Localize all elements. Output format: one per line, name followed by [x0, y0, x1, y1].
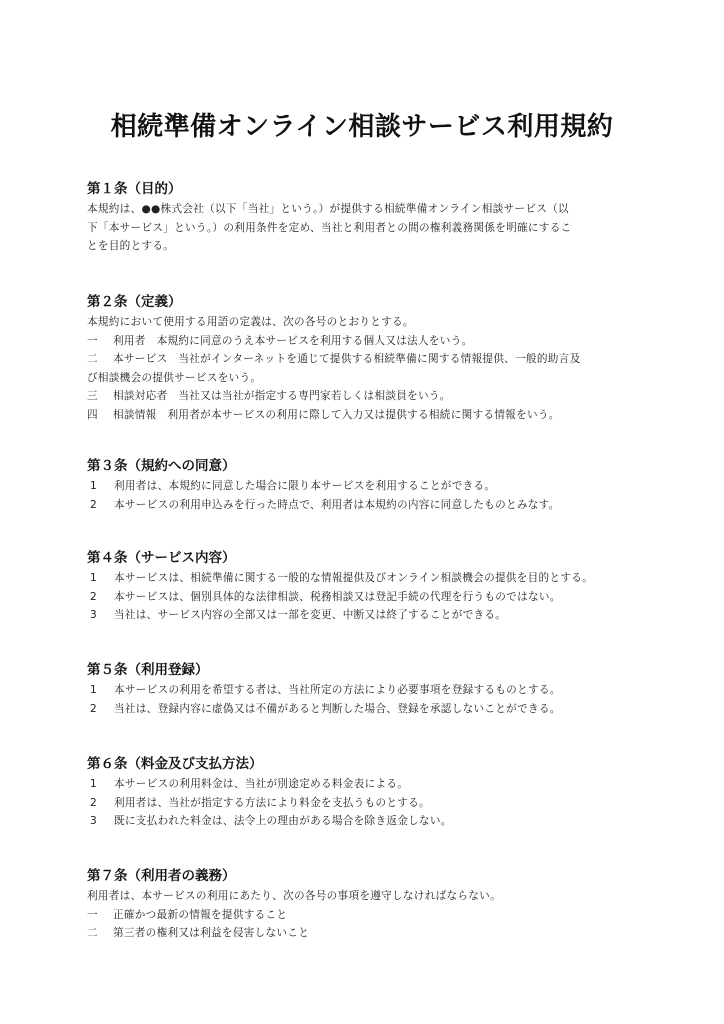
- article-text: 下「本サービス」という。）の利用条件を定め、当社と利用者との間の権利義務関係を明確にするこ: [87, 221, 572, 234]
- item-number: 3: [90, 815, 98, 827]
- list-item: [87, 775, 647, 794]
- item-number: 3: [90, 609, 98, 621]
- item-number: 1: [90, 572, 98, 584]
- item-text: 当社は、サービス内容の全部又は一部を変更、中断又は終了することができる。: [114, 609, 507, 621]
- item-number: 1: [90, 778, 98, 790]
- item-number: 1: [90, 480, 98, 492]
- item-number: 2: [90, 590, 98, 603]
- article-6: [87, 755, 647, 831]
- item-number: 二: [87, 353, 98, 365]
- article-heading: 第１条（目的）: [87, 181, 182, 197]
- item-number: 1: [90, 684, 98, 696]
- list-item: [87, 700, 647, 719]
- list-item: [87, 812, 647, 831]
- list-item: [87, 406, 647, 425]
- item-text: 当社は、登録内容に虚偽又は不備があると判断した場合、登録を承認しないことができる。: [114, 702, 561, 715]
- article-5: [87, 661, 647, 718]
- article-text: 利用者は、本サービスの利用にあたり、次の各号の事項を遵守しなければならない。: [87, 890, 501, 902]
- item-text: 相談情報 利用者が本サービスの利用に際して入力又は提供する相続に関する情報をいう。: [113, 408, 560, 421]
- list-item: [87, 924, 647, 943]
- article-heading: 第７条（利用者の義務）: [87, 868, 236, 884]
- list-item: [87, 906, 647, 925]
- article-1: [87, 180, 647, 256]
- item-number: 四: [87, 408, 98, 421]
- list-item: [87, 387, 647, 406]
- document-title: 相続準備オンライン相談サービス利用規約: [110, 112, 614, 142]
- list-item: [87, 332, 647, 351]
- list-item: [87, 681, 647, 700]
- item-text: 本サービスの利用申込みを行った時点で、利用者は本規約の内容に同意したものとみなす。: [114, 498, 560, 511]
- item-text: 相談対応者 当社又は当社が指定する専門家若しくは相談員をいう。: [113, 390, 451, 402]
- article-7: [87, 867, 647, 943]
- item-text: 正確かつ最新の情報を提供すること: [113, 908, 288, 921]
- item-text: 利用者は、本規約に同意した場合に限り本サービスを利用することができる。: [114, 480, 496, 492]
- article-text: 本規約において使用する用語の定義は、次の各号のとおりとする。: [87, 316, 414, 328]
- item-number: 2: [90, 498, 98, 511]
- item-number: 二: [87, 927, 98, 939]
- list-item: [87, 606, 647, 625]
- article-heading: 第５条（利用登録）: [87, 662, 209, 678]
- item-number: 一: [87, 908, 98, 921]
- article-text: 本規約は、●●株式会社（以下「当社」という。）が提供する相続準備オンライン相談サービス（以: [87, 203, 569, 215]
- item-text: 利用者は、当社が指定する方法により料金を支払うものとする。: [114, 796, 430, 809]
- article-heading: 第４条（サービス内容）: [87, 550, 236, 566]
- article-heading: 第３条（規約への同意）: [87, 458, 236, 474]
- item-number: 2: [90, 796, 98, 809]
- article-heading: 第６条（料金及び支払方法）: [87, 756, 263, 772]
- article-4: [87, 549, 647, 625]
- item-text: 利用者 本規約に同意のうえ本サービスを利用する個人又は法人をいう。: [113, 334, 473, 347]
- article-text: とを目的とする。: [87, 240, 175, 252]
- item-text: 本サービス 当社がインターネットを通じて提供する相続準備に関する情報提供、一般的助言及: [113, 353, 581, 365]
- item-number: 2: [90, 702, 98, 715]
- article-3: [87, 457, 647, 514]
- item-number: 一: [87, 334, 98, 347]
- item-text: 第三者の権利又は利益を侵害しないこと: [113, 927, 310, 939]
- list-item: [87, 794, 647, 813]
- article-heading: 第２条（定義）: [87, 294, 182, 310]
- list-item: [87, 569, 647, 588]
- article-text-continuation: び相談機会の提供サービスをいう。: [87, 371, 262, 384]
- item-text: 既に支払われた料金は、法令上の理由がある場合を除き返金しない。: [114, 815, 452, 827]
- list-item: [87, 477, 647, 496]
- list-item: [87, 496, 647, 515]
- item-text: 本サービスの利用を希望する者は、当社所定の方法により必要事項を登録するものとする。: [114, 684, 561, 696]
- article-2: [87, 293, 647, 424]
- item-text: 本サービスは、個別具体的な法律相談、税務相談又は登記手続の代理を行うものではない。: [114, 590, 561, 603]
- list-item: [87, 588, 647, 607]
- list-item: [87, 350, 647, 369]
- item-text: 本サービスは、相続準備に関する一般的な情報提供及びオンライン相談機会の提供を目的とする。: [114, 572, 594, 584]
- item-text: 本サービスの利用料金は、当社が別途定める料金表による。: [114, 778, 409, 790]
- item-number: 三: [87, 390, 98, 402]
